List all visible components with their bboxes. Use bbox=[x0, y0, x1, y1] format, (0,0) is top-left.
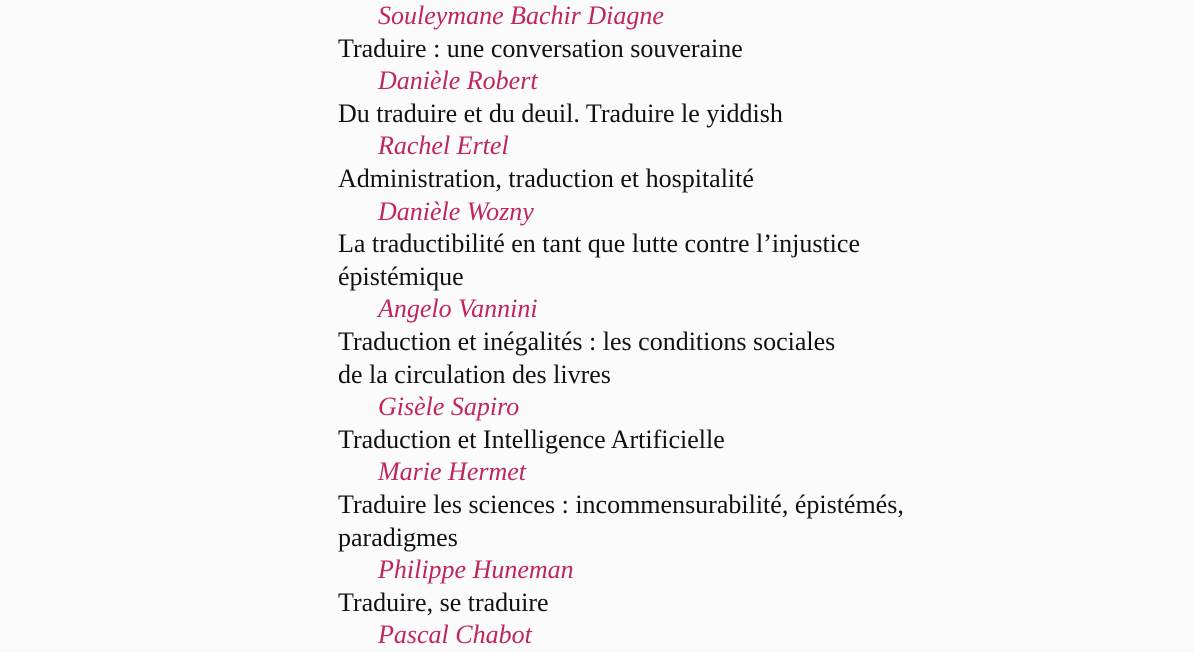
toc-title-7: Traduire les sciences : incommensurabilité, épistémés, paradigmes bbox=[338, 489, 904, 552]
toc-author-9-cut-off: Pascal Chabot bbox=[378, 620, 532, 650]
toc-title-8: Traduire, se traduire bbox=[338, 587, 549, 617]
table-of-contents bbox=[338, 0, 1138, 650]
toc-title-1: Traduire : une conversation souveraine bbox=[338, 33, 743, 63]
toc-author-6: Gisèle Sapiro bbox=[378, 392, 520, 422]
toc-author-8: Philippe Huneman bbox=[378, 555, 574, 585]
toc-author-3: Rachel Ertel bbox=[378, 131, 509, 161]
toc-title-4: La traductibilité en tant que lutte contre l’injustice épistémique bbox=[338, 229, 860, 291]
toc-author-7: Marie Hermet bbox=[378, 457, 527, 487]
toc-title-3: Administration, traduction et hospitalité bbox=[338, 163, 754, 193]
toc-author-4: Danièle Wozny bbox=[378, 196, 534, 226]
toc-author-1: Souleymane Bachir Diagne bbox=[378, 1, 664, 30]
toc-author-2: Danièle Robert bbox=[378, 66, 538, 96]
toc-title-5: Traduction et inégalités : les conditions sociales de la circulation des livres bbox=[338, 326, 836, 389]
toc-author-5: Angelo Vannini bbox=[378, 294, 538, 324]
toc-title-2: Du traduire et du deuil. Traduire le yiddish bbox=[338, 98, 783, 128]
toc-title-6: Traduction et Intelligence Artificielle bbox=[338, 424, 725, 454]
